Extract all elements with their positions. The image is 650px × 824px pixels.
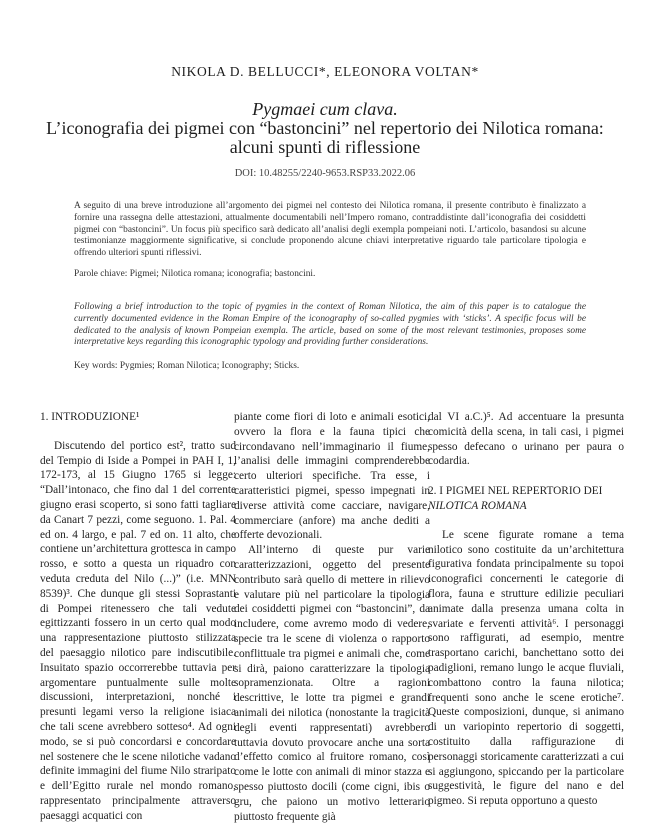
authors-line: NIKOLA D. BELLUCCI*, ELEONORA VOLTAN*	[171, 64, 479, 79]
keywords-english: Key words: Pygmies; Roman Nilotica; Iconography; Sticks.	[74, 361, 300, 371]
article-title	[0, 100, 650, 157]
column-1-paragraph: Discutendo del portico est², tratto sud del Tempio di Iside a Pompei in PAH I, 1, 172-173, al 15 Giugno 1765 si legge: “Dall’intonaco, che fino dal 1 del corrente giugno erasi scoperto, si sono fatti tagliare da Canart 7 pezzi, come seguono. 1. Pal. 4 ed on. 4 largo, e pal. 7 ed on. 11 alto, che contiene un’architettura grottesca in campo rosso, e sotto a questa un riquadro con veduta creduta del Nilo (...)” (i.e. MNN 8539)³. Che dunque gli stessi Soprastanti di Pompei ritenessero che tali vedute egittizzanti fossero in un certo qual modo una rappresentazione piuttosto stilizzata del paesaggio nilotico pare indiscutibile. Insuitato spazio occorrerebbe tuttavia per argomentare puntualmente sulle molte discussioni, interpretazioni, nonché i presunti legami verso la religione isiaca che tali scene avrebbero sotteso⁴. Ad ogni modo, se si può concordarsi e concordare nel sostenere che le scene nilotiche vadano definite immagini del fiume Nilo straripato e dell’Egitto rurale nel mondo romano, rappresentato principalmente attraverso paesaggi acquatici con	[40, 439, 236, 822]
column-3-paragraph-1: dal VI a.C.)⁵. Ad accentuare la presunta comicità della scena, in tali casi, i pigmei spesso defecano o urinano per paura o codardia.	[428, 411, 624, 468]
column-1	[40, 410, 236, 824]
section-2-heading	[428, 484, 624, 514]
column-3	[428, 410, 624, 809]
doi-link[interactable]: DOI: 10.48255/2240-9653.RSP33.2022.06	[234, 168, 416, 179]
section-1-heading: 1. INTRODUZIONE¹	[40, 411, 140, 423]
title-line-3: alcuni spunti di riflessione	[229, 137, 421, 157]
section-2-heading-line-2: NILOTICA ROMANA	[428, 499, 527, 512]
section-2-heading-line-1: 2. I PIGMEI NEL REPERTORIO DEI	[428, 485, 603, 498]
abstract-italian: A seguito di una breve introduzione all’argomento dei pigmei nel contesto dei Nilotica romana, il presente contributo è finalizzato a fornire una rassegna delle attestazioni, attualmente documentabili nell’Impero romano, contraddistinte dall’iconografia dei cosiddetti pigmei con “bastoncini”. Un focus più specifico sarà dedicato all’analisi degli exempla pompeiani noti. L’articolo, basandosi su alcune testimonianze maggiormente significative, si conclude proponendo alcune chiavi interpretative riguardo tale particolare tipologia e offrendo ulteriori spunti riflessivi.	[74, 201, 586, 259]
column-2-paragraph-2: All’interno di queste pur varie caratterizzazioni, oggetto del presente contributo sarà quello di mettere in rilievo e valutare più nel particolare la tipologia dei cosiddetti pigmei con “bastoncini”, da includere, come avremo modo di vedere, specie tra le scene di violenza o rapporto conflittuale tra pigmei e animali che, come si dirà, paiono caratterizzare la tipologia sopramenzionata. Oltre a ragioni descrittive, le lotte tra pigmei e grandi animali dei nilotica (nonostante la tragicità degli eventi rappresentati) avrebbero tuttavia dovuto provocare anche una sorta d’effetto comico al fruitore romano, così come le lotte con animali di minor stazza e spesso piuttosto docili (come cigni, ibis o gru, che paiono un motivo letterario piuttosto frequente già	[234, 544, 430, 823]
keywords-italian: Parole chiave: Pigmei; Nilotica romana; iconografia; bastoncini.	[74, 269, 316, 279]
title-line-1: Pygmaei cum clava.	[252, 99, 398, 119]
column-2	[234, 410, 430, 824]
title-line-2: L’iconografia dei pigmei con “bastoncini” nel repertorio dei Nilotica romana:	[46, 118, 604, 138]
abstract-english: Following a brief introduction to the topic of pygmies in the context of Roman Nilotica, the aim of this paper is to catalogue the currently documented evidence in the Roman Empire of the iconography of so-called pygmies with ‘sticks’. A specific focus will be dedicated to the analysis of known Pompeian exempla. The article, based on some of the most relevant testimonies, proposes some interpretative keys regarding this iconographic typology and providing further considerations.	[74, 302, 586, 348]
column-2-paragraph-1: piante come fiori di loto e animali esotici, ovvero la flora e la fauna tipici che circondavano nell’immaginario il fiume, l’analisi delle immagini comprenderebbe certo ulteriori specifiche. Tra esse, i caratteristici pigmei, spesso impegnati in diverse attività come cacciare, navigare, commerciare (anfore) ma anche dediti a offerte devozionali.	[234, 411, 430, 542]
column-3-paragraph-2: Le scene figurate romane a tema nilotico sono costituite da un’architettura figurativa fondata principalmente su topoi iconografici concernenti le categorie di flora, fauna e strutture edilizie peculiari animate dalla presenza umana colta in svariate e ferventi attività⁶. I personaggi sono raffigurati, ad esempio, mentre trasportano carichi, banchettano sotto dei padiglioni, remano lungo le acque fluviali, combattono contro la fauna nilotica; frequenti sono anche le scene erotiche⁷. Queste composizioni, dunque, si animano di un variopinto repertorio di soggetti, costituito dalla raffigurazione di personaggi storicamente caratterizzati a cui si aggiungono, spiccando per la particolare suggestività, le figure del nano e del pigmeo. Si reputa opportuno a questo	[428, 528, 624, 808]
